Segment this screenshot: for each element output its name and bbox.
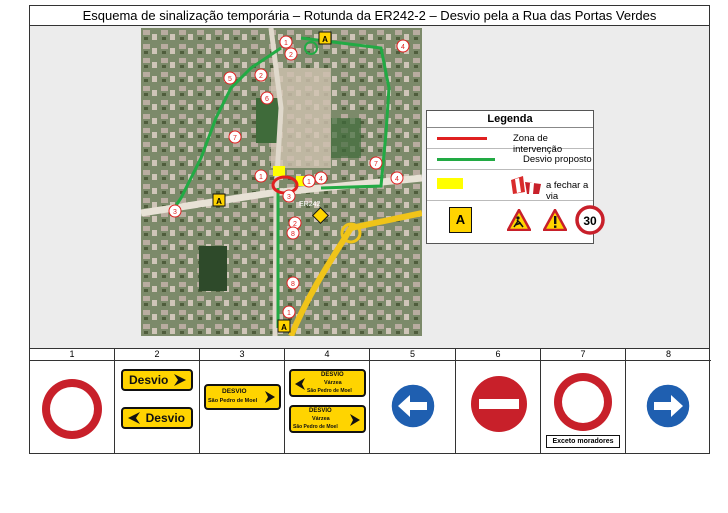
destination-label: São Pedro de Moel bbox=[208, 398, 258, 404]
sign-a-icon: A bbox=[449, 207, 472, 233]
svg-text:2: 2 bbox=[289, 52, 293, 59]
desvio-sao-pedro-sign bbox=[204, 384, 281, 410]
sign-number: 5 bbox=[370, 349, 455, 361]
svg-text:1: 1 bbox=[307, 179, 311, 186]
legend-row-closure bbox=[427, 170, 593, 201]
varzea-label: Várzea bbox=[324, 380, 342, 386]
marker-a-left: A bbox=[216, 197, 222, 206]
desvio-label: DESVIO bbox=[222, 388, 247, 395]
no-entry-both-directions-icon bbox=[552, 371, 614, 433]
destination-label: São Pedro de Moel bbox=[307, 388, 352, 394]
sign-number: 6 bbox=[456, 349, 540, 361]
chevron-right-icon bbox=[348, 413, 362, 427]
desvio-label: DESVIO bbox=[309, 408, 332, 414]
sign-cell-6 bbox=[456, 349, 541, 454]
desvio-label: DESVIO bbox=[321, 372, 344, 378]
mandatory-right-icon bbox=[645, 383, 691, 429]
sign-number: 1 bbox=[30, 349, 114, 361]
desvio-label: Desvio bbox=[145, 411, 185, 425]
speed-limit-value: 30 bbox=[583, 214, 597, 228]
speed-limit-icon bbox=[575, 205, 605, 235]
red-line-swatch bbox=[437, 137, 487, 140]
no-entry-both-directions-icon bbox=[40, 377, 104, 441]
green-line-swatch bbox=[437, 158, 495, 161]
svg-text:8: 8 bbox=[291, 231, 295, 238]
sign-number: 2 bbox=[115, 349, 199, 361]
varzea-label: Várzea bbox=[312, 416, 330, 422]
legend-row-signs bbox=[427, 201, 597, 244]
signage-sheet bbox=[29, 5, 710, 454]
svg-text:3: 3 bbox=[287, 194, 291, 201]
marker-a-top: A bbox=[322, 35, 328, 44]
desvio-varzea-left-sign bbox=[289, 369, 366, 397]
desvio-left-sign bbox=[121, 407, 193, 429]
roadworks-icon bbox=[507, 209, 531, 231]
aerial-map bbox=[141, 28, 422, 336]
legend-row-detour bbox=[427, 149, 593, 170]
desvio-varzea-right-sign bbox=[289, 405, 366, 433]
svg-text:2: 2 bbox=[259, 73, 263, 80]
chevron-left-icon bbox=[293, 377, 307, 391]
mandatory-left-icon bbox=[390, 383, 436, 429]
chevron-right-icon bbox=[172, 373, 188, 387]
sign-cell-7 bbox=[541, 349, 626, 454]
sign-number: 7 bbox=[541, 349, 625, 361]
sign-number: 4 bbox=[285, 349, 369, 361]
svg-text:6: 6 bbox=[265, 96, 269, 103]
sign-cell-5 bbox=[370, 349, 456, 454]
svg-text:4: 4 bbox=[319, 176, 323, 183]
legend-label-closure: a fechar a via bbox=[546, 180, 589, 202]
sign-number: 3 bbox=[200, 349, 284, 361]
sign-cell-8 bbox=[626, 349, 711, 454]
sign-cell-1 bbox=[30, 349, 115, 454]
svg-text:5: 5 bbox=[228, 76, 232, 83]
signs-table bbox=[30, 349, 709, 454]
svg-text:8: 8 bbox=[291, 281, 295, 288]
legend-label-detour: Desvio proposto bbox=[523, 154, 592, 165]
destination-label: São Pedro de Moel bbox=[293, 424, 338, 430]
svg-text:4: 4 bbox=[401, 44, 405, 51]
legend-label-intervention: Zona de intervenção bbox=[513, 133, 563, 155]
svg-text:4: 4 bbox=[395, 176, 399, 183]
diagram-area bbox=[30, 26, 709, 349]
svg-text:2: 2 bbox=[293, 221, 297, 228]
sign-cell-3 bbox=[200, 349, 285, 454]
exception-panel: Exceto moradores bbox=[546, 435, 620, 448]
road-label: ER242 bbox=[299, 201, 321, 208]
svg-text:1: 1 bbox=[287, 310, 291, 317]
sign-cell-2 bbox=[115, 349, 200, 454]
svg-text:3: 3 bbox=[173, 209, 177, 216]
no-entry-icon bbox=[470, 375, 528, 433]
svg-text:1: 1 bbox=[259, 174, 263, 181]
legend-title: Legenda bbox=[427, 111, 593, 128]
barrier-icon bbox=[509, 174, 543, 196]
warning-icon bbox=[543, 209, 567, 231]
yellow-swatch bbox=[437, 178, 463, 189]
sign-cell-4 bbox=[285, 349, 370, 454]
desvio-label: Desvio bbox=[129, 373, 169, 387]
map-graphic bbox=[141, 28, 422, 336]
marker-a-bottom: A bbox=[281, 323, 287, 332]
page-title: Esquema de sinalização temporária – Rotunda da ER242-2 – Desvio pela a Rua das Portas Verdes bbox=[30, 6, 709, 26]
desvio-right-sign bbox=[121, 369, 193, 391]
legend-row-intervention bbox=[427, 128, 593, 155]
svg-text:1: 1 bbox=[284, 40, 288, 47]
svg-text:7: 7 bbox=[374, 161, 378, 168]
legend-box bbox=[426, 110, 597, 244]
svg-text:7: 7 bbox=[233, 135, 237, 142]
chevron-left-icon bbox=[126, 411, 142, 425]
sign-number: 8 bbox=[626, 349, 711, 361]
chevron-right-icon bbox=[263, 390, 277, 404]
